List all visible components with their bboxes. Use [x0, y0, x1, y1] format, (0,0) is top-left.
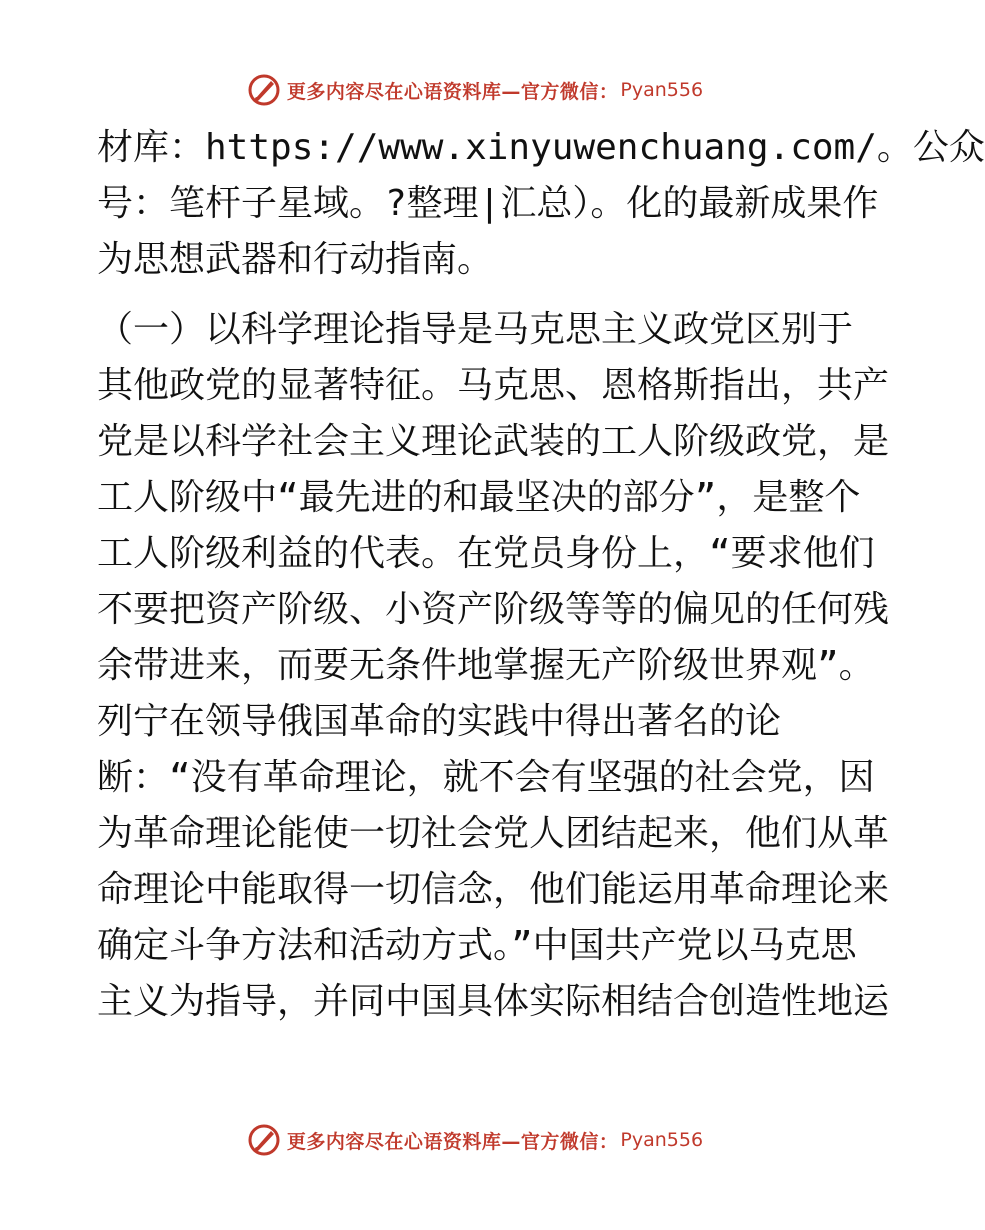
- footer-banner: [0, 1120, 950, 1160]
- text-line: 其他政党的显著特征。马克思、恩格斯指出，共产: [97, 365, 890, 406]
- quill-pen-logo-icon: [247, 1123, 281, 1157]
- text-line: （一）以科学理论指导是马克思主义政党区别于: [97, 309, 854, 350]
- paragraph-2: [97, 302, 890, 1030]
- text-line: 为革命理论能使一切社会党人团结起来，他们从革: [97, 813, 890, 854]
- text-line: 主义为指导，并同中国具体实际相结合创造性地运: [97, 981, 890, 1022]
- text-line: 工人阶级利益的代表。在党员身份上，“要求他们: [97, 533, 875, 574]
- text-line: 不要把资产阶级、小资产阶级等等的偏见的任何残: [97, 589, 890, 630]
- text-line: 号：笔杆子星域。?整理|汇总）。化的最新成果作: [97, 183, 879, 224]
- text-line: 工人阶级中“最先进的和最坚决的部分”，是整个: [97, 477, 861, 518]
- text-line: 余带进来，而要无条件地掌握无产阶级世界观”。: [97, 645, 875, 686]
- header-banner: [0, 70, 950, 110]
- banner-title: 更多内容尽在心语资料库—官方微信：: [286, 1130, 619, 1153]
- banner-wechat-id: Pyan556: [620, 1129, 704, 1151]
- quill-pen-logo-icon: [247, 73, 281, 107]
- banner-wechat-id: Pyan556: [620, 79, 704, 101]
- paragraph-1: [97, 120, 985, 288]
- text-line: 命理论中能取得一切信念，他们能运用革命理论来: [97, 869, 890, 910]
- text-line: 为思想武器和行动指南。: [97, 239, 494, 280]
- text-line: 断：“没有革命理论，就不会有坚强的社会党，因: [97, 757, 875, 798]
- text-line: 党是以科学社会主义理论武装的工人阶级政党，是: [97, 421, 890, 462]
- text-line: 确定斗争方法和活动方式。”中国共产党以马克思: [97, 925, 857, 966]
- text-line: 材库：https://www.xinyuwenchuang.com/。公众: [97, 127, 985, 168]
- text-line: 列宁在领导俄国革命的实践中得出著名的论: [97, 701, 782, 742]
- banner-title: 更多内容尽在心语资料库—官方微信：: [286, 80, 619, 103]
- document-body: [97, 120, 985, 1030]
